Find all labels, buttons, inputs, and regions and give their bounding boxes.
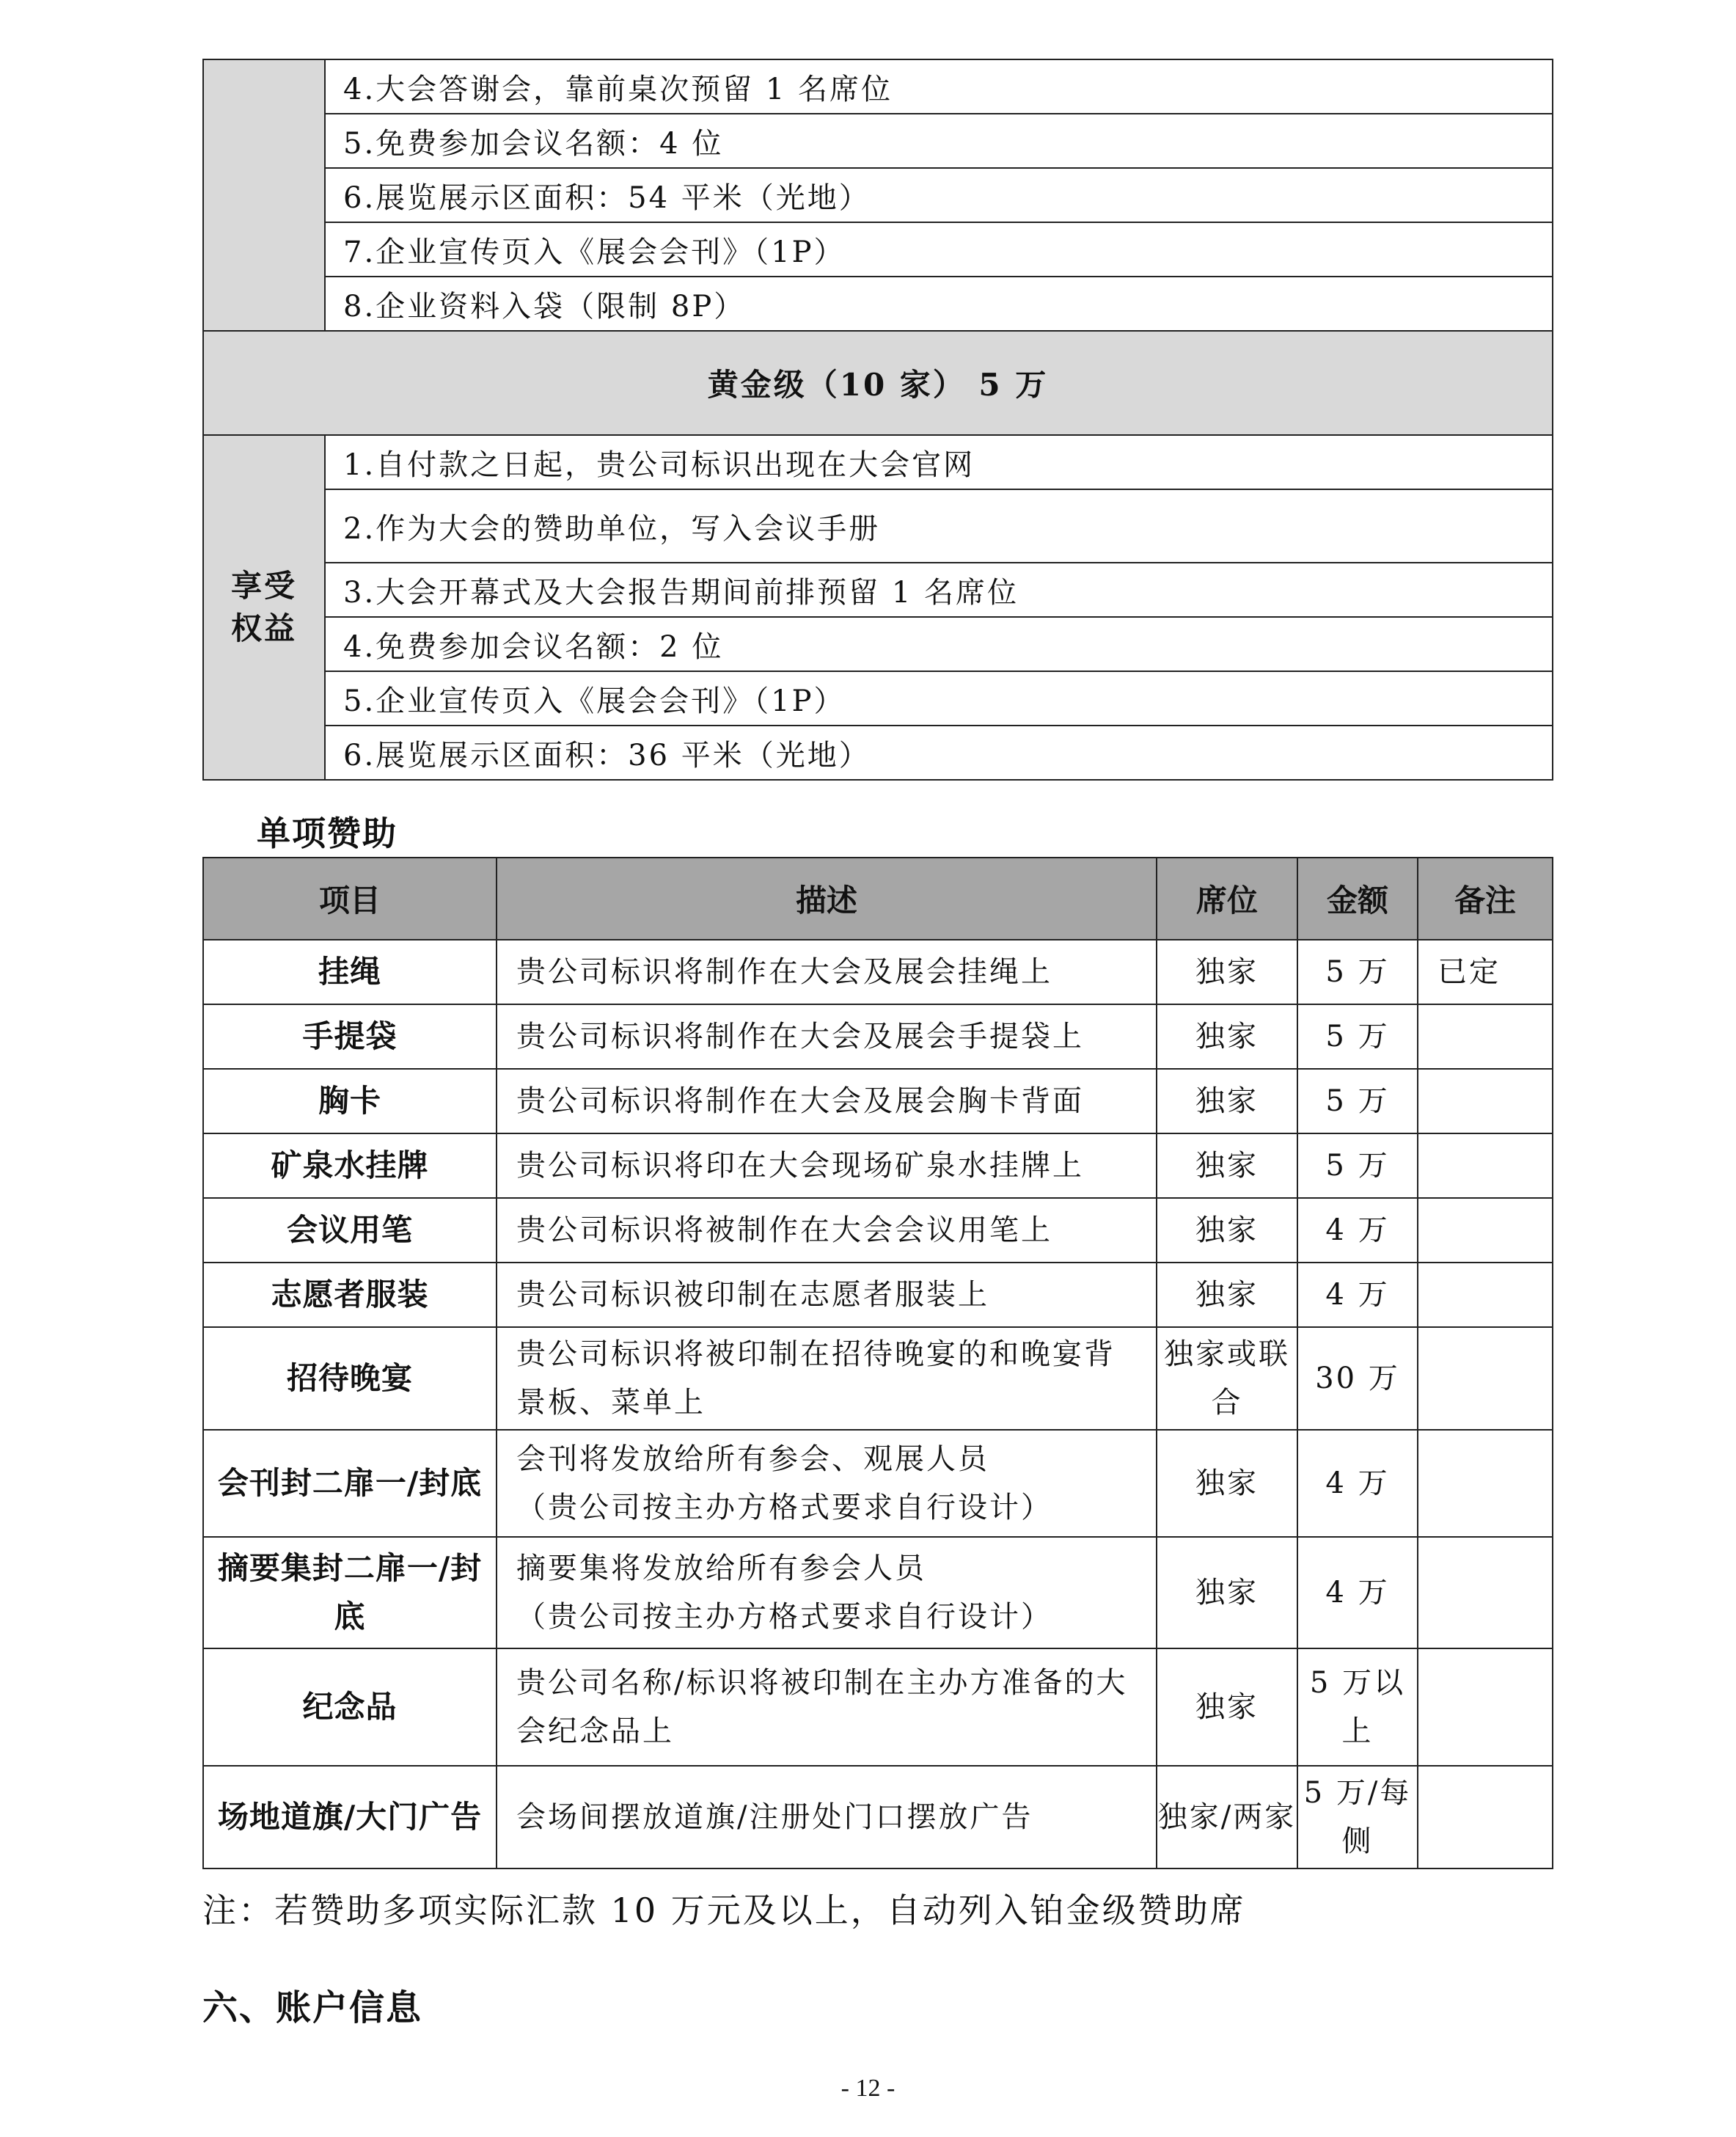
table-row bbox=[203, 1133, 1553, 1198]
benefit-label-text: 享受 权益 bbox=[230, 568, 297, 646]
gold-benefit-item: 1.自付款之日起，贵公司标识出现在大会官网 bbox=[325, 435, 1553, 489]
upper-label-cell bbox=[203, 59, 325, 331]
header-seat: 席位 bbox=[1157, 858, 1297, 940]
sponsor-item-amount: 5 万 bbox=[1297, 940, 1418, 1004]
sponsor-item-seat: 独家/两家 bbox=[1157, 1766, 1297, 1868]
sponsor-item-amount: 4 万 bbox=[1297, 1537, 1418, 1648]
sponsor-item-seat: 独家 bbox=[1157, 1648, 1297, 1766]
sponsor-item-note bbox=[1418, 1648, 1553, 1766]
sponsor-item-seat: 独家 bbox=[1157, 1069, 1297, 1133]
gold-benefit-item: 3.大会开幕式及大会报告期间前排预留 1 名席位 bbox=[325, 563, 1553, 617]
sponsor-item-amount: 5 万 bbox=[1297, 1004, 1418, 1069]
benefit-item: 7.企业宣传页入《展会会刊》（1P） bbox=[325, 222, 1553, 277]
sponsor-item-name: 胸卡 bbox=[203, 1069, 497, 1133]
sponsor-item-amount: 5 万 bbox=[1297, 1069, 1418, 1133]
sponsor-item-amount: 5 万/每侧 bbox=[1297, 1766, 1418, 1868]
sponsor-item-seat: 独家 bbox=[1157, 1537, 1297, 1648]
sponsor-item-name: 志愿者服装 bbox=[203, 1263, 497, 1327]
sponsor-item-description: 贵公司标识将印在大会现场矿泉水挂牌上 bbox=[497, 1133, 1157, 1198]
benefit-item: 4.大会答谢会，靠前桌次预留 1 名席位 bbox=[325, 59, 1553, 114]
sponsor-item-amount: 5 万以上 bbox=[1297, 1648, 1418, 1766]
benefits-table bbox=[202, 59, 1553, 781]
sponsor-item-description: 贵公司标识被印制在志愿者服装上 bbox=[497, 1263, 1157, 1327]
sponsor-item-note bbox=[1418, 1766, 1553, 1868]
table-row bbox=[203, 1327, 1553, 1430]
sponsor-item-name: 纪念品 bbox=[203, 1648, 497, 1766]
sponsor-item-description: 贵公司标识将制作在大会及展会挂绳上 bbox=[497, 940, 1157, 1004]
sponsor-item-name: 会议用笔 bbox=[203, 1198, 497, 1263]
single-sponsorship-table bbox=[202, 857, 1553, 1869]
table-row bbox=[203, 1766, 1553, 1868]
table-row bbox=[203, 940, 1553, 1004]
gold-benefit-item: 5.企业宣传页入《展会会刊》（1P） bbox=[325, 671, 1553, 726]
table-row bbox=[203, 1198, 1553, 1263]
table-row bbox=[203, 1537, 1553, 1648]
header-description: 描述 bbox=[497, 858, 1157, 940]
page-number: - 12 - bbox=[840, 2075, 896, 2102]
sponsor-item-name: 手提袋 bbox=[203, 1004, 497, 1069]
sponsor-item-name: 招待晚宴 bbox=[203, 1327, 497, 1430]
benefit-item: 8.企业资料入袋（限制 8P） bbox=[325, 277, 1553, 331]
sponsor-item-amount: 30 万 bbox=[1297, 1327, 1418, 1430]
single-sponsorship-rows bbox=[203, 940, 1553, 1868]
gold-benefit-item: 6.展览展示区面积：36 平米（光地） bbox=[325, 726, 1553, 780]
sponsor-item-seat: 独家 bbox=[1157, 1004, 1297, 1069]
sponsor-item-seat: 独家或联合 bbox=[1157, 1327, 1297, 1430]
sponsor-item-note bbox=[1418, 1133, 1553, 1198]
single-sponsorship-title: 单项赞助 bbox=[257, 814, 398, 853]
sponsor-item-note bbox=[1418, 1263, 1553, 1327]
sponsor-item-name: 会刊封二扉一/封底 bbox=[203, 1430, 497, 1537]
benefit-item: 5.免费参加会议名额：4 位 bbox=[325, 114, 1553, 168]
sponsor-item-note bbox=[1418, 1004, 1553, 1069]
sponsor-item-note bbox=[1418, 1198, 1553, 1263]
table-row bbox=[203, 1004, 1553, 1069]
sponsor-item-description: 会场间摆放道旗/注册处门口摆放广告 bbox=[497, 1766, 1157, 1868]
gold-tier-banner: 黄金级（10 家） 5 万 bbox=[203, 331, 1553, 435]
section-title: 六、账户信息 bbox=[202, 1987, 423, 2028]
sponsor-item-amount: 4 万 bbox=[1297, 1263, 1418, 1327]
benefit-item: 6.展览展示区面积：54 平米（光地） bbox=[325, 168, 1553, 222]
gold-benefit-item: 2.作为大会的赞助单位，写入会议手册 bbox=[325, 489, 1553, 563]
table-row bbox=[203, 1430, 1553, 1537]
sponsor-item-amount: 4 万 bbox=[1297, 1198, 1418, 1263]
table-row bbox=[203, 1069, 1553, 1133]
sponsor-item-description: 贵公司标识将制作在大会及展会胸卡背面 bbox=[497, 1069, 1157, 1133]
sponsor-item-description: 贵公司标识将被制作在大会会议用笔上 bbox=[497, 1198, 1157, 1263]
sponsor-item-seat: 独家 bbox=[1157, 1133, 1297, 1198]
sponsor-item-note: 已定 bbox=[1418, 940, 1553, 1004]
sponsor-item-seat: 独家 bbox=[1157, 940, 1297, 1004]
header-amount: 金额 bbox=[1297, 858, 1418, 940]
sponsor-item-name: 摘要集封二扉一/封底 bbox=[203, 1537, 497, 1648]
sponsor-item-description: 摘要集将发放给所有参会人员 （贵公司按主办方格式要求自行设计） bbox=[497, 1537, 1157, 1648]
footnote: 注：若赞助多项实际汇款 10 万元及以上，自动列入铂金级赞助席 bbox=[202, 1891, 1246, 1930]
sponsor-item-description: 贵公司标识将制作在大会及展会手提袋上 bbox=[497, 1004, 1157, 1069]
table-row bbox=[203, 1648, 1553, 1766]
sponsor-item-seat: 独家 bbox=[1157, 1430, 1297, 1537]
sponsor-item-name: 挂绳 bbox=[203, 940, 497, 1004]
sponsor-item-name: 矿泉水挂牌 bbox=[203, 1133, 497, 1198]
sponsor-item-description: 会刊将发放给所有参会、观展人员 （贵公司按主办方格式要求自行设计） bbox=[497, 1430, 1157, 1537]
sponsor-item-description: 贵公司名称/标识将被印制在主办方准备的大会纪念品上 bbox=[497, 1648, 1157, 1766]
sponsor-item-description: 贵公司标识将被印制在招待晚宴的和晚宴背景板、菜单上 bbox=[497, 1327, 1157, 1430]
table-row bbox=[203, 1263, 1553, 1327]
sponsor-item-note bbox=[1418, 1327, 1553, 1430]
benefit-label bbox=[203, 435, 325, 780]
header-note: 备注 bbox=[1418, 858, 1553, 940]
sponsor-item-note bbox=[1418, 1430, 1553, 1537]
gold-benefit-item: 4.免费参加会议名额：2 位 bbox=[325, 617, 1553, 671]
sponsor-item-amount: 5 万 bbox=[1297, 1133, 1418, 1198]
sponsor-item-seat: 独家 bbox=[1157, 1198, 1297, 1263]
sponsor-item-name: 场地道旗/大门广告 bbox=[203, 1766, 497, 1868]
sponsor-item-seat: 独家 bbox=[1157, 1263, 1297, 1327]
sponsor-item-note bbox=[1418, 1069, 1553, 1133]
sponsor-item-amount: 4 万 bbox=[1297, 1430, 1418, 1537]
header-item: 项目 bbox=[203, 858, 497, 940]
sponsor-item-note bbox=[1418, 1537, 1553, 1648]
